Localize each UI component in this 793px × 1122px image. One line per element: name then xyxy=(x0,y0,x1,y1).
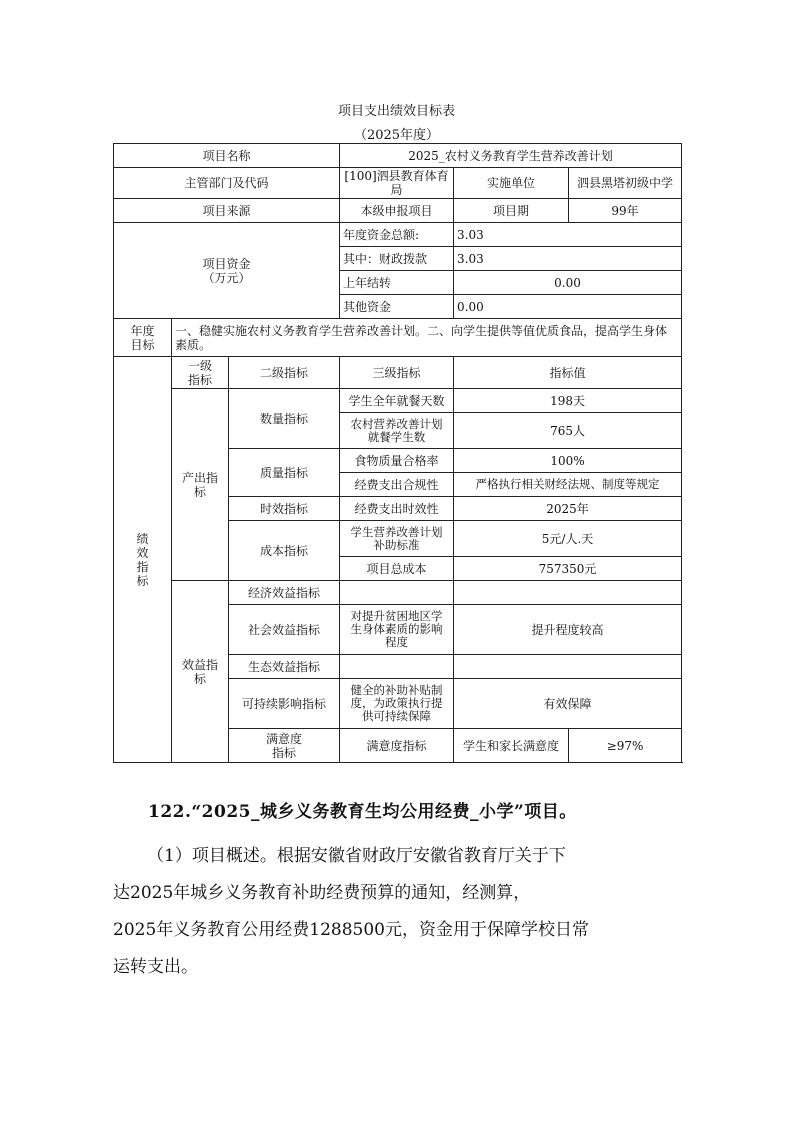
sustainability-indicator: 可持续影响指标 xyxy=(229,679,340,729)
indicator-name xyxy=(340,605,454,655)
timeliness-indicator: 时效指标 xyxy=(229,497,340,521)
satisfaction-label-line1: 满意度 xyxy=(266,731,303,746)
table-row xyxy=(114,144,682,168)
indicator-name-line: 度，为政策执行提 xyxy=(350,696,443,710)
project-name-value: 2025_农村义务教育学生营养改善计划 xyxy=(340,144,682,168)
header-level1-line1: 一级 xyxy=(187,358,212,373)
benefit-label-line2: 标 xyxy=(193,671,206,686)
indicator-value: 198天 xyxy=(454,389,682,413)
indicator-name: 经费支出时效性 xyxy=(340,497,454,521)
economic-indicator: 经济效益指标 xyxy=(229,581,340,605)
table-row xyxy=(114,223,682,247)
fiscal-funds-label: 其中：财政拨款 xyxy=(340,247,454,271)
benefit-label-line1: 效益指 xyxy=(181,657,218,672)
satisfaction-indicator: 满意度指标 xyxy=(340,729,454,763)
section-heading: 122.“2025_城乡义务教育生均公用经费_小学”项目。 xyxy=(148,802,577,822)
paragraph-line: 运转支出。 xyxy=(113,957,198,977)
output-label-line2: 标 xyxy=(193,484,206,499)
funds-label-line2: （万元） xyxy=(202,270,251,285)
header-value: 指标值 xyxy=(454,357,682,389)
funds-label-line1: 项目资金 xyxy=(202,256,251,271)
fiscal-funds-value: 3.03 xyxy=(454,247,682,271)
carryover-value: 0.00 xyxy=(454,271,682,295)
indicator-name-line: 就餐学生数 xyxy=(367,429,426,444)
indicator-name-line: 学生营养改善计划 xyxy=(350,524,443,539)
dept-label: 主管部门及代码 xyxy=(114,168,340,199)
satisfaction-indicator-label xyxy=(229,729,340,763)
header-level1 xyxy=(172,357,229,389)
quality-indicator: 质量指标 xyxy=(229,449,340,497)
indicator-name: 项目总成本 xyxy=(340,557,454,581)
annual-funds-label: 年度资金总额: xyxy=(340,223,454,247)
source-label: 项目来源 xyxy=(114,199,340,223)
other-funds-value: 0.00 xyxy=(454,295,682,319)
indicator-name xyxy=(340,521,454,557)
dept-value: [100]泗县教育体育局 xyxy=(340,168,454,199)
indicator-value: ≥97% xyxy=(569,729,682,763)
indicator-name: 食物质量合格率 xyxy=(340,449,454,473)
period-label: 项目期 xyxy=(454,199,569,223)
period-value: 99年 xyxy=(569,199,682,223)
indicator-name-line: 健全的补助补贴制 xyxy=(350,683,443,697)
indicator-value: 严格执行相关财经法规、制度等规定 xyxy=(454,473,682,497)
table-row xyxy=(114,389,682,413)
project-name-label: 项目名称 xyxy=(114,144,340,168)
performance-indicator-label xyxy=(114,357,172,763)
indicator-name-line: 农村营养改善计划 xyxy=(350,416,443,431)
table-row xyxy=(114,357,682,389)
indicator-value: 提升程度较高 xyxy=(454,605,682,655)
goal-label-line2: 目标 xyxy=(130,337,155,352)
paragraph-line: 达2025年城乡义务教育补助经费预算的通知，经测算， xyxy=(113,883,531,903)
indicator-name: 经费支出合规性 xyxy=(340,473,454,497)
satisfaction-label-line2: 指标 xyxy=(272,745,297,760)
indicator-name-line: 生身体素质的影响 xyxy=(350,622,443,636)
output-label-line1: 产出指 xyxy=(181,470,218,485)
indicator-name-line: 补助标准 xyxy=(373,537,420,552)
output-indicator-label xyxy=(172,389,229,581)
unit-value: 泗县黑塔初级中学 xyxy=(569,168,682,199)
table-row xyxy=(114,199,682,223)
funds-label xyxy=(114,223,340,319)
table-row xyxy=(114,581,682,605)
doc-year: （2025年度） xyxy=(353,128,440,143)
benefit-indicator-label xyxy=(172,581,229,763)
indicator-name xyxy=(340,581,454,605)
indicator-value xyxy=(454,581,682,605)
indicator-value: 有效保障 xyxy=(454,679,682,729)
indicator-value: 5元/人.天 xyxy=(454,521,682,557)
indicator-value: 765人 xyxy=(454,413,682,449)
indicator-name xyxy=(340,679,454,729)
paragraph-line: （1）项目概述。根据安徽省财政厅安徽省教育厅关于下 xyxy=(147,846,566,866)
source-value: 本级申报项目 xyxy=(340,199,454,223)
indicator-name: 学生和家长满意度 xyxy=(454,729,569,763)
cost-indicator: 成本指标 xyxy=(229,521,340,581)
quantity-indicator: 数量指标 xyxy=(229,389,340,449)
header-level3: 三级指标 xyxy=(340,357,454,389)
other-funds-label: 其他资金 xyxy=(340,295,454,319)
indicator-value: 757350元 xyxy=(454,557,682,581)
ecological-indicator: 生态效益指标 xyxy=(229,655,340,679)
indicator-name xyxy=(340,655,454,679)
perf-char: 效 xyxy=(136,545,149,560)
section-paragraph xyxy=(113,838,688,986)
indicator-name-line: 对提升贫困地区学 xyxy=(350,609,443,623)
perf-char: 绩 xyxy=(136,531,149,546)
indicator-value: 2025年 xyxy=(454,497,682,521)
paragraph-line: 2025年义务教育公用经费1288500元，资金用于保障学校日常 xyxy=(113,920,589,940)
indicator-value xyxy=(454,655,682,679)
annual-goal-text: 一、稳健实施农村义务教育学生营养改善计划。二、向学生提供等值优质食品，提高学生身体素质。 xyxy=(172,319,682,357)
perf-char: 标 xyxy=(136,573,149,588)
annual-funds-value: 3.03 xyxy=(454,223,682,247)
unit-label: 实施单位 xyxy=(454,168,569,199)
indicator-name-line: 供可持续保障 xyxy=(362,709,432,723)
social-indicator: 社会效益指标 xyxy=(229,605,340,655)
goal-label-line1: 年度 xyxy=(130,323,155,338)
indicator-name xyxy=(340,413,454,449)
annual-goal-label xyxy=(114,319,172,357)
header-level1-line2: 指标 xyxy=(187,372,212,387)
indicator-name: 学生全年就餐天数 xyxy=(340,389,454,413)
performance-table xyxy=(113,143,682,763)
indicator-value: 100% xyxy=(454,449,682,473)
doc-title: 项目支出绩效目标表 xyxy=(337,104,455,119)
indicator-name-line: 程度 xyxy=(385,635,409,649)
carryover-label: 上年结转 xyxy=(340,271,454,295)
table-row xyxy=(114,168,682,199)
perf-char: 指 xyxy=(136,559,149,574)
header-level2: 二级指标 xyxy=(229,357,340,389)
table-row xyxy=(114,319,682,357)
